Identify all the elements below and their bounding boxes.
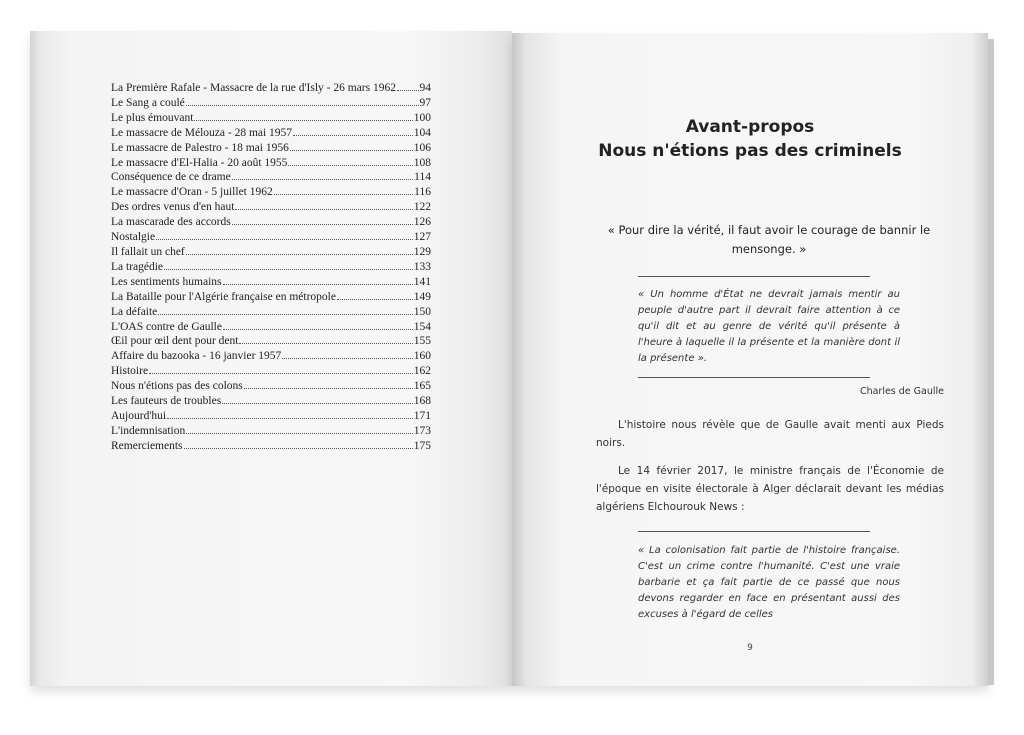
chapter-heading (512, 115, 988, 163)
toc-entry-page: 171 (413, 409, 431, 422)
toc-leader-dots (232, 215, 413, 225)
de-gaulle-quote: « Un homme d'État ne devrait jamais mentir au peuple d'autre part il devrait faire attention à ce qu'il dit et au genre de vérité qu'il présente à l'heure à laquelle il la présente et la manière dont il la présente ». (638, 289, 900, 364)
toc-entry-page: 165 (413, 380, 431, 393)
toc-entry (111, 439, 431, 454)
toc-entry (111, 81, 431, 96)
toc-entry-title: L'indemnisation (111, 424, 186, 437)
toc-entry-title: Les fauteurs de troubles (111, 395, 222, 408)
toc-entry (111, 141, 431, 156)
toc-leader-dots (184, 439, 413, 449)
toc-leader-dots (223, 320, 413, 330)
toc-leader-dots (235, 200, 412, 210)
toc-entry-page: 108 (413, 156, 431, 169)
toc-entry-title: Le massacre d'Oran - 5 juillet 1962 (111, 186, 273, 199)
page-edge-stack (988, 39, 994, 685)
toc-leader-dots (223, 275, 413, 285)
toc-entry-title: Nostalgie (111, 231, 156, 244)
toc-entry-page: 168 (413, 395, 431, 408)
toc-entry (111, 424, 431, 439)
toc-leader-dots (186, 245, 413, 255)
paragraph-2-text: Le 14 février 2017, le ministre français de l'Économie de l'époque en visite électorale à Alger déclarait devant les médias algériens Elchourouk News : (596, 465, 944, 513)
toc-entry-title: La tragédie (111, 260, 164, 273)
toc-entry (111, 409, 431, 424)
toc-entry (111, 96, 431, 111)
toc-leader-dots (222, 394, 413, 404)
toc-entry (111, 349, 431, 364)
toc-entry-title: Remerciements (111, 439, 183, 452)
toc-entry (111, 170, 431, 185)
toc-entry (111, 290, 431, 305)
toc-entry-page: 154 (413, 320, 431, 333)
toc-entry-title: Le massacre de Palestro - 18 mai 1956 (111, 141, 289, 154)
page-number: 9 (747, 643, 753, 653)
toc-entry-title: L'OAS contre de Gaulle (111, 320, 222, 333)
toc-entry-page: 149 (413, 290, 431, 303)
toc-entry-title: Les sentiments humains (111, 275, 222, 288)
toc-entry (111, 126, 431, 141)
toc-entry-title: La Bataille pour l'Algérie française en métropole (111, 290, 336, 303)
toc-leader-dots (239, 334, 412, 344)
toc-leader-dots (194, 111, 412, 121)
toc-entry-page: 173 (413, 424, 431, 437)
paragraph-1-text: L'histoire nous révèle que de Gaulle avait menti aux Pieds noirs. (596, 419, 944, 449)
toc-entry-title: Aujourd'hui (111, 409, 167, 422)
quote-author: Charles de Gaulle (859, 386, 944, 397)
toc-leader-dots (397, 81, 419, 91)
toc-entry (111, 156, 431, 171)
toc-entry (111, 320, 431, 335)
toc-entry-page: 127 (413, 231, 431, 244)
toc-entry-page: 100 (413, 111, 431, 124)
toc-leader-dots (282, 349, 412, 359)
toc-entry-title: Le massacre d'El-Halia - 20 août 1955 (111, 156, 288, 169)
toc-entry-title: Des ordres venus d'en haut (111, 201, 235, 214)
chapter-heading-line2: Nous n'étions pas des criminels (598, 141, 902, 161)
toc-entry-page: 122 (413, 201, 431, 214)
toc-entry-title: Affaire du bazooka - 16 janvier 1957 (111, 350, 282, 363)
toc-entry-title: Œil pour œil dent pour dent (111, 335, 239, 348)
open-book (30, 31, 988, 686)
toc-leader-dots (232, 170, 413, 180)
toc-entry (111, 111, 431, 126)
toc-leader-dots (290, 141, 413, 151)
toc-entry (111, 185, 431, 200)
toc-entry-title: Le plus émouvant (111, 111, 194, 124)
toc-entry-title: Le Sang a coulé (111, 96, 185, 109)
toc-entry (111, 364, 431, 379)
toc-entry-page: 129 (413, 245, 431, 258)
left-page (30, 31, 512, 686)
toc-entry (111, 394, 431, 409)
toc-entry-page: 104 (413, 126, 431, 139)
toc-leader-dots (186, 96, 419, 106)
toc-entry (111, 215, 431, 230)
toc-entry-title: La mascarade des accords (111, 216, 231, 229)
toc-entry (111, 334, 431, 349)
toc-entry (111, 245, 431, 260)
toc-entry-page: 126 (413, 216, 431, 229)
toc-leader-dots (244, 379, 413, 389)
toc-entry (111, 260, 431, 275)
toc-leader-dots (149, 364, 413, 374)
toc-entry-page: 133 (413, 260, 431, 273)
toc-leader-dots (293, 126, 413, 136)
toc-leader-dots (274, 185, 413, 195)
toc-entry-page: 94 (419, 82, 431, 94)
toc-leader-dots (337, 290, 413, 300)
toc-entry (111, 305, 431, 320)
toc-entry-page: 97 (419, 96, 431, 109)
toc-entry-page: 160 (413, 350, 431, 363)
toc-leader-dots (288, 156, 412, 166)
epigraph: « Pour dire la vérité, il faut avoir le courage de bannir le mensonge. » (607, 223, 931, 256)
toc-leader-dots (186, 424, 412, 434)
toc-entry (111, 230, 431, 245)
toc-entry-title: Nous n'étions pas des colons (111, 380, 243, 393)
right-page (512, 33, 988, 686)
toc-entry (111, 200, 431, 215)
toc-entry-page: 150 (413, 305, 431, 318)
toc-entry-title: La Première Rafale - Massacre de la rue d'Isly - 26 mars 1962 (111, 82, 396, 94)
toc-entry (111, 275, 431, 290)
toc-entry-page: 106 (413, 141, 431, 154)
toc-entry-title: La défaite (111, 305, 158, 318)
paragraph-1 (596, 416, 944, 452)
quote-top-rule (638, 276, 870, 277)
quote-bottom-rule (638, 377, 870, 378)
toc-entry (111, 379, 431, 394)
table-of-contents (111, 81, 431, 454)
toc-leader-dots (158, 305, 412, 315)
toc-entry-page: 155 (413, 335, 431, 348)
toc-entry-title: Il fallait un chef (111, 245, 185, 258)
toc-leader-dots (164, 260, 413, 270)
quote2-top-rule (638, 531, 870, 532)
toc-entry-title: Le massacre de Mélouza - 28 mai 1957 (111, 126, 293, 139)
toc-leader-dots (156, 230, 413, 240)
toc-entry-page: 116 (414, 186, 431, 199)
toc-entry-page: 141 (413, 275, 431, 288)
paragraph-2 (596, 462, 944, 516)
toc-entry-page: 162 (413, 365, 431, 378)
chapter-heading-line1: Avant-propos (685, 117, 815, 137)
toc-entry-title: Histoire (111, 365, 149, 378)
minister-quote: « La colonisation fait partie de l'histoire française. C'est un crime contre l'humanité. C'est une vraie barbarie et ça fait partie de ce passé que nous devons regarder en face en présentant aussi des excuses à l'égard de celles (638, 545, 900, 620)
toc-entry-page: 175 (413, 439, 431, 452)
toc-entry-title: Conséquence de ce drame (111, 171, 231, 184)
toc-entry-page: 114 (414, 171, 431, 184)
toc-leader-dots (167, 409, 413, 419)
